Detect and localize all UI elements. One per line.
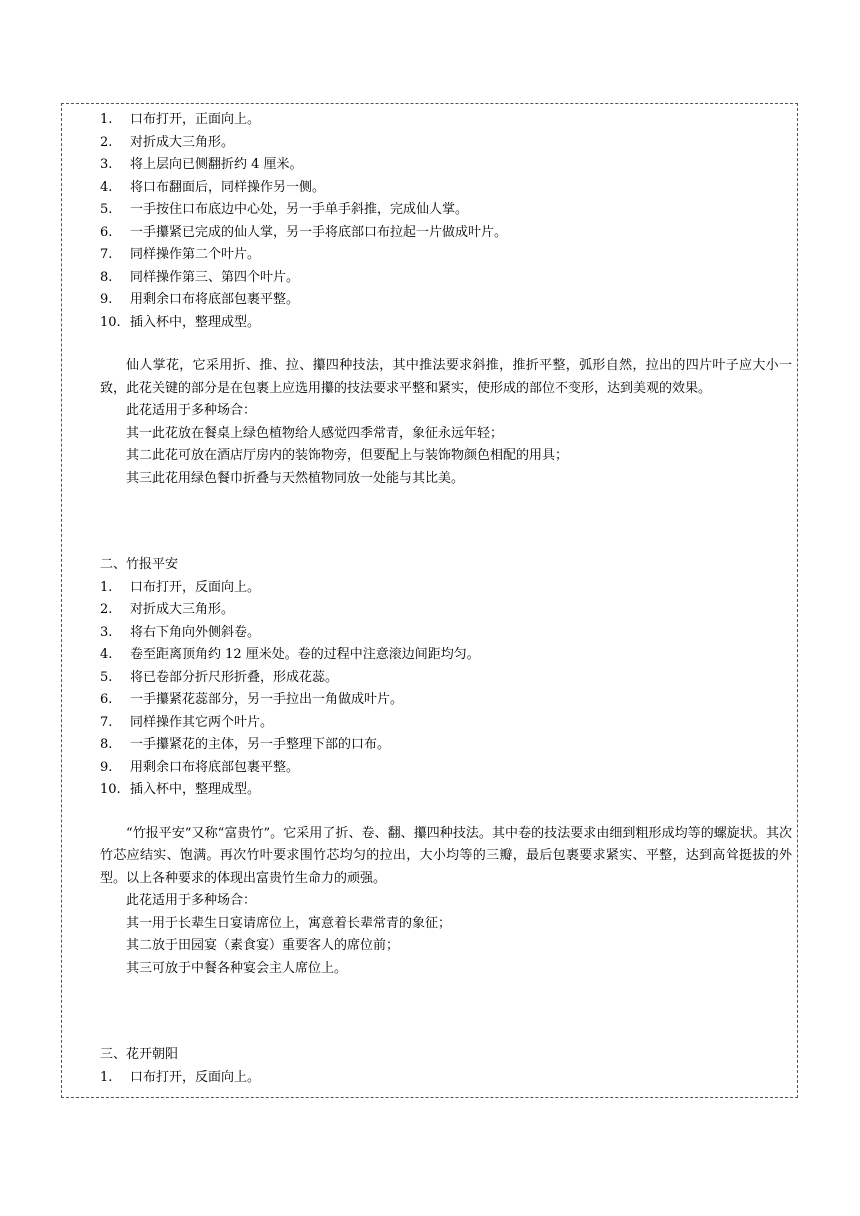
step-number: 6. xyxy=(100,692,113,707)
step-text: 同样操作第二个叶片。 xyxy=(130,247,261,262)
section2-occasion-2: 其二放于田园宴（素食宴）重要客人的席位前； xyxy=(126,938,400,953)
step-text: 将右下角向外侧斜卷。 xyxy=(130,624,261,640)
step-number: 3. xyxy=(100,624,113,640)
list-item xyxy=(100,667,792,690)
section2-occasion-1: 其一用于长辈生日宴请席位上，寓意着长辈常青的象征； xyxy=(126,915,452,931)
step-text: 用剩余口布将底部包裹平整。 xyxy=(130,759,300,775)
list-item xyxy=(100,109,792,132)
step-number: 8. xyxy=(100,269,113,285)
section1-occasions-intro: 此花适用于多种场合： xyxy=(126,403,257,418)
step-text: 一手攥紧花蕊部分，另一手拉出一角做成叶片。 xyxy=(130,692,404,707)
step-number: 8. xyxy=(100,737,113,752)
step-number: 3. xyxy=(100,157,113,172)
list-item xyxy=(100,757,792,780)
list-item xyxy=(100,779,792,802)
step-number: 1. xyxy=(100,112,113,127)
section2-occasions-intro: 此花适用于多种场合： xyxy=(126,893,257,908)
spacer xyxy=(100,490,792,554)
step-text: 对折成大三角形。 xyxy=(130,602,235,617)
step-number: 4. xyxy=(100,179,113,195)
step-number: 10. xyxy=(100,314,121,330)
list-item xyxy=(100,177,792,200)
step-number: 5. xyxy=(100,202,113,217)
list-item xyxy=(100,132,792,155)
step-text: 口布打开，正面向上。 xyxy=(130,112,261,127)
section3-heading: 三、花开朝阳 xyxy=(100,1047,179,1062)
step-text: 卷至距离顶角约 12 厘米处。卷的过程中注意滚边间距均匀。 xyxy=(130,647,480,662)
step-number: 9. xyxy=(100,292,113,307)
step-text: 将已卷部分折尺形折叠，形成花蕊。 xyxy=(130,669,339,685)
step-number: 2. xyxy=(100,134,113,150)
step-number: 1. xyxy=(100,1069,113,1085)
list-item xyxy=(100,267,792,290)
list-item xyxy=(100,199,792,222)
step-text: 插入杯中，整理成型。 xyxy=(130,782,261,797)
section1-description: 仙人掌花，它采用折、推、拉、攥四种技法，其中推法要求斜推，推折平整，弧形自然，拉出的四片叶子应大小一致，此花关键的部分是在包裹上应选用攥的技法要求平整和紧实，使形成的部位不变形，达到美观的效果。 xyxy=(100,358,792,396)
list-item xyxy=(100,712,792,735)
list-item xyxy=(100,734,792,757)
document-content xyxy=(100,109,792,1089)
list-item xyxy=(100,244,792,267)
section2-heading: 二、竹报平安 xyxy=(100,557,179,572)
list-item xyxy=(100,622,792,645)
step-number: 1. xyxy=(100,579,113,595)
section1-steps xyxy=(100,109,792,334)
step-text: 将上层向已侧翻折约 4 厘米。 xyxy=(130,157,303,172)
step-text: 对折成大三角形。 xyxy=(130,134,235,150)
list-item xyxy=(100,312,792,335)
spacer xyxy=(100,802,792,823)
step-text: 一手攥紧花的主体，另一手整理下部的口布。 xyxy=(130,737,391,752)
step-text: 用剩余口布将底部包裹平整。 xyxy=(130,292,300,307)
step-text: 口布打开，反面向上。 xyxy=(130,579,261,595)
step-text: 口布打开，反面向上。 xyxy=(130,1069,261,1085)
step-number: 9. xyxy=(100,759,113,775)
step-text: 插入杯中，整理成型。 xyxy=(130,314,261,330)
list-item xyxy=(100,154,792,177)
list-item xyxy=(100,689,792,712)
step-number: 6. xyxy=(100,224,113,240)
step-number: 10. xyxy=(100,782,121,797)
step-text: 同样操作其它两个叶片。 xyxy=(130,714,274,730)
list-item xyxy=(100,222,792,245)
list-item xyxy=(100,599,792,622)
spacer xyxy=(100,334,792,355)
step-number: 5. xyxy=(100,669,113,685)
list-item xyxy=(100,1067,792,1090)
section1-occasion-2: 其二此花可放在酒店厅房内的装饰物旁，但要配上与装饰物颜色相配的用具； xyxy=(126,448,569,463)
step-number: 7. xyxy=(100,247,113,262)
spacer xyxy=(100,980,792,1044)
section2-description: “竹报平安”又称“富贵竹”。它采用了折、卷、翻、攥四种技法。其中卷的技法要求由细到粗形成均等的螺旋状。其次竹芯应结实、饱满。再次竹叶要求围竹芯均匀的拉出，大小均等的三瓣，最后包裹要求紧实、平整，达到高耸挺拔的外型。以上各种要求的体现出富贵竹生命力的顽强。 xyxy=(100,825,792,886)
step-text: 一手按住口布底边中心处，另一手单手斜推，完成仙人掌。 xyxy=(130,202,469,217)
section2-steps xyxy=(100,577,792,802)
step-number: 7. xyxy=(100,714,113,730)
section2-occasion-3: 其三可放于中餐各种宴会主人席位上。 xyxy=(126,960,348,976)
document-frame xyxy=(61,103,798,1098)
step-text: 将口布翻面后，同样操作另一侧。 xyxy=(130,179,326,195)
list-item xyxy=(100,289,792,312)
step-number: 2. xyxy=(100,602,113,617)
step-number: 4. xyxy=(100,647,113,662)
step-text: 同样操作第三、第四个叶片。 xyxy=(130,269,300,285)
list-item xyxy=(100,577,792,600)
section3-steps xyxy=(100,1067,792,1090)
section1-occasion-3: 其三此花用绿色餐巾折叠与天然植物同放一处能与其比美。 xyxy=(126,470,465,486)
list-item xyxy=(100,644,792,667)
step-text: 一手攥紧已完成的仙人掌，另一手将底部口布拉起一片做成叶片。 xyxy=(130,224,508,240)
section1-occasion-1: 其一此花放在餐桌上绿色植物给人感觉四季常青，象征永远年轻； xyxy=(126,425,504,441)
